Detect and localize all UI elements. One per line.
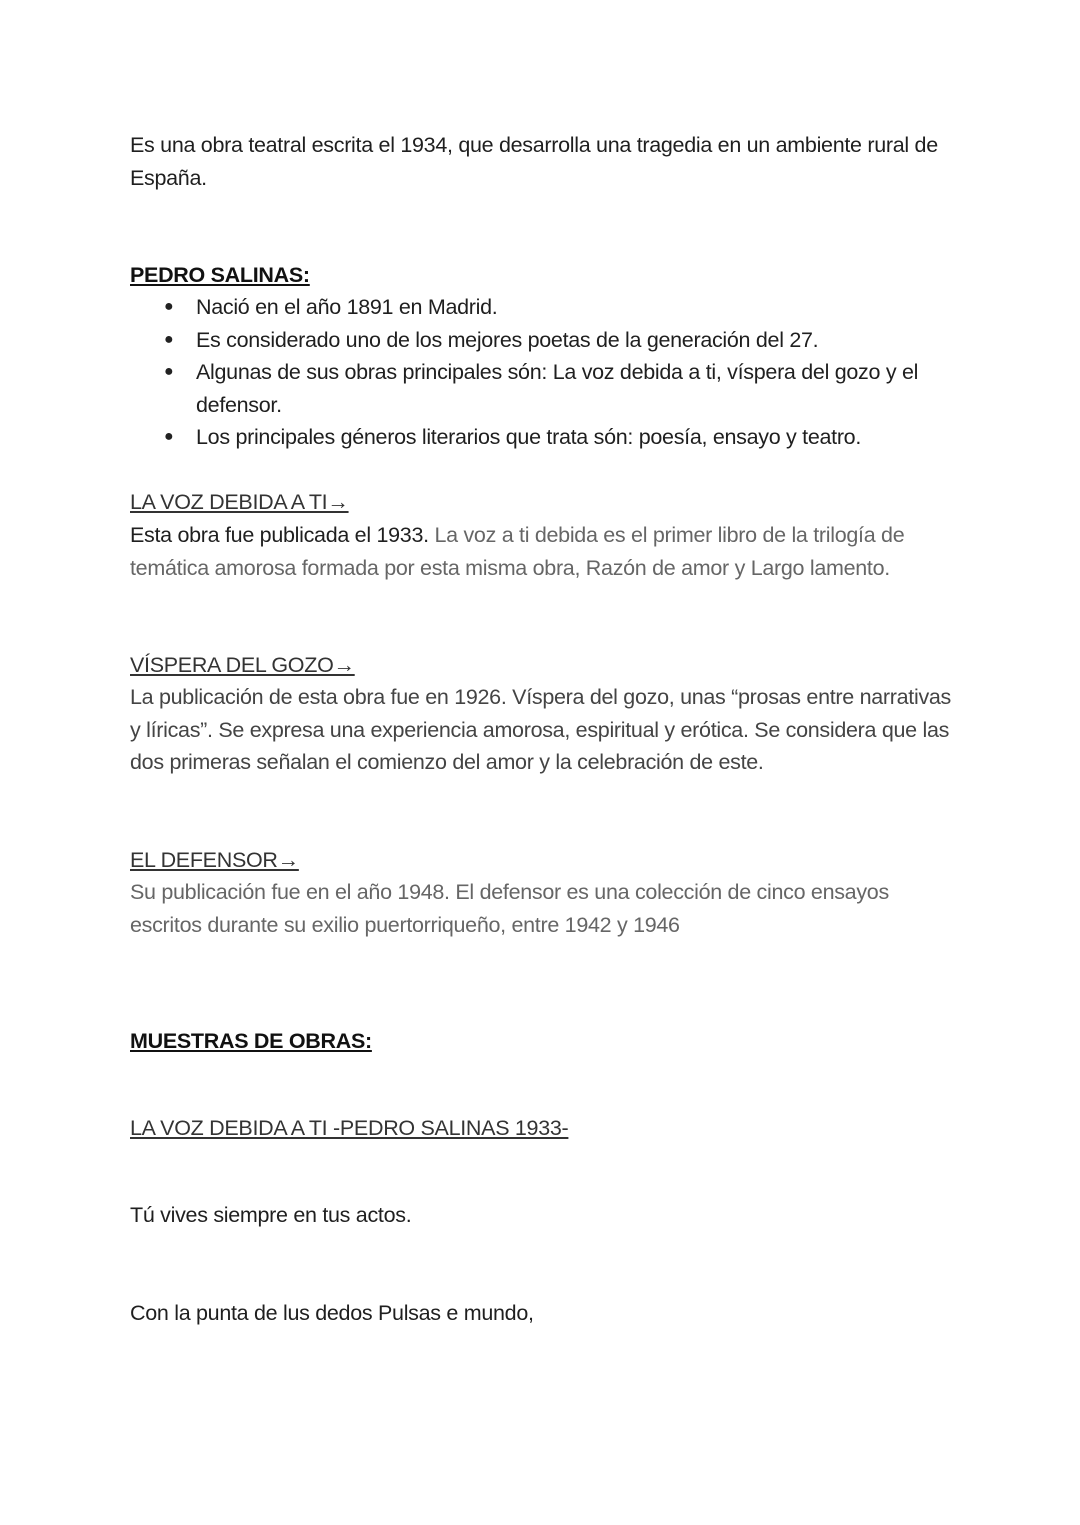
voz-text-dark: Esta obra fue publicada el 1933.: [130, 523, 429, 547]
pedro-salinas-heading: PEDRO SALINAS:: [130, 263, 310, 287]
voz-text-grey: La voz a ti debida es el primer libro de la trilogía de temática amorosa formada por esta misma obra, Razón de amor y Largo lamento.: [130, 523, 905, 580]
salinas-bullet-list: [130, 291, 960, 454]
muestras-heading: MUESTRAS DE OBRAS:: [130, 1029, 372, 1053]
poem-line: Con la punta de lus dedos Pulsas e mundo,: [130, 1301, 534, 1325]
bullet-item: ● Algunas de sus obras principales són: La voz debida a ti, víspera del gozo y el defensor.: [196, 356, 960, 421]
defensor-paragraph: Su publicación fue en el año 1948. El defensor es una colección de cinco ensayos escritos durante su exilio puertorriqueño, entre 1942 y 1946: [130, 880, 889, 937]
voz-debida-paragraph: [130, 519, 960, 584]
poem-title: LA VOZ DEBIDA A TI -PEDRO SALINAS 1933-: [130, 1116, 569, 1140]
defensor-title: EL DEFENSOR→: [130, 848, 299, 872]
vispera-paragraph: La publicación de esta obra fue en 1926. Víspera del gozo, unas “prosas entre narrativas y líricas”. Se expresa una experiencia amorosa, espiritual y erótica. Se considera que las dos primeras señalan el comienzo del amor y la celebración de este.: [130, 685, 952, 775]
voz-debida-title: LA VOZ DEBIDA A TI→: [130, 490, 349, 514]
vispera-title: VÍSPERA DEL GOZO→: [130, 653, 355, 677]
bullet-item: ● Nació en el año 1891 en Madrid.: [196, 291, 960, 324]
bullet-item: ● Los principales géneros literarios que trata són: poesía, ensayo y teatro.: [196, 421, 960, 454]
intro-paragraph: Es una obra teatral escrita el 1934, que desarrolla una tragedia en un ambiente rural de España.: [130, 133, 938, 190]
poem-line: Tú vives siempre en tus actos.: [130, 1203, 412, 1227]
bullet-item: ● Es considerado uno de los mejores poetas de la generación del 27.: [196, 324, 960, 357]
